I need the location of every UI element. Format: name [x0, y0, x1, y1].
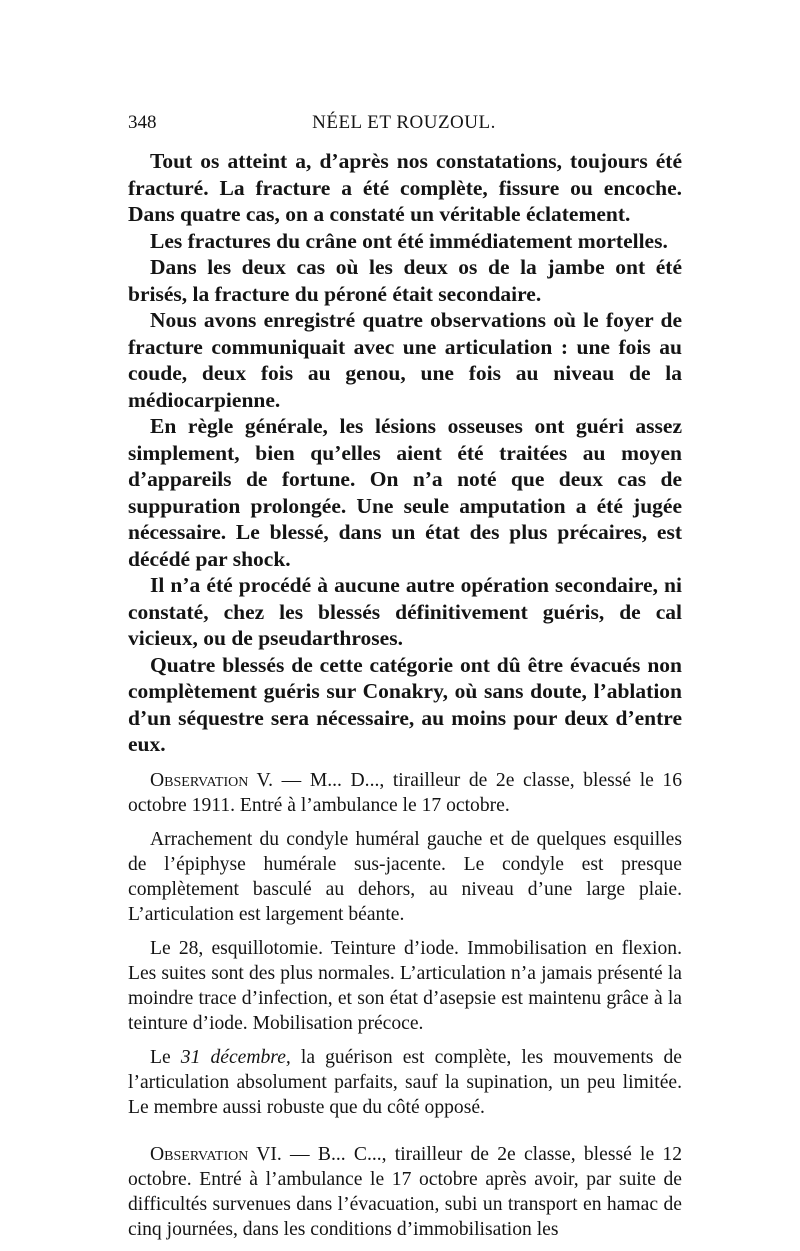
paragraph: Il n’a été procédé à aucune autre opération secondaire, ni constaté, chez les blessés définitivement guéris, de cal vicieux, ou de pseudarthroses.	[128, 573, 682, 650]
observation-vi-intro	[128, 1142, 682, 1242]
observation-v-p3-rest: la guérison est complète, les mouvements de l’articulation absolument parfaits, sauf la supination, un peu limitée. Le membre aussi robuste que du côté opposé.	[128, 1046, 682, 1118]
observation-v-p3-prefix: Le	[150, 1046, 181, 1068]
page-number: 348	[128, 112, 157, 133]
paragraph: Tout os atteint a, d’après nos constatations, toujours été fracturé. La fracture a été complète, fissure ou encoche. Dans quatre cas, on a constaté un véritable éclatement.	[128, 149, 682, 226]
paragraph: Quatre blessés de cette catégorie ont dû être évacués non complètement guéris sur Conakry, où sans doute, l’ablation d’un séquestre sera nécessaire, au moins pour deux d’entre eux.	[128, 652, 682, 756]
paragraph: Nous avons enregistré quatre observations où le foyer de fracture communiquait avec une articulation : une fois au coude, deux fois au genou, une fois au niveau de la médiocarpienne.	[128, 308, 682, 412]
observation-v-intro	[128, 768, 682, 818]
observation-v-label: Observation V.	[150, 769, 274, 791]
observation-vi-intro-text: — B... C..., tirailleur de 2e classe, blessé le 12 octobre. Entré à l’ambulance le 17 octobre après avoir, par suite de difficultés survenues dans l’évacuation, subi un transport en hamac de cinq journées, dans les conditions d’immobilisation les	[128, 1143, 682, 1240]
main-text	[128, 148, 682, 758]
running-title: NÉEL ET ROUZOUL.	[312, 112, 496, 133]
paragraph: En règle générale, les lésions osseuses ont guéri assez simplement, bien qu’elles aient été traitées au moyen d’appareils de fortune. On n’a noté que deux cas de suppuration prolongée. Une seule amputation a été jugée nécessaire. Le blessé, dans un état des plus précaires, est décédé par shock.	[128, 414, 682, 571]
observation-v-intro-text: — M... D..., tirailleur de 2e classe, blessé le 16 octobre 1911. Entré à l’ambulance le 17 octobre.	[128, 769, 682, 816]
observation-v	[128, 768, 682, 1120]
paragraph: Les fractures du crâne ont été immédiatement mortelles.	[150, 228, 668, 253]
page-text	[128, 148, 682, 1251]
observation-v-p3-date: 31 décembre,	[180, 1046, 291, 1068]
paragraph: Dans les deux cas où les deux os de la jambe ont été brisés, la fracture du péroné était secondaire.	[128, 255, 682, 306]
observation-v-paragraph: Arrachement du condyle huméral gauche et de quelques esquilles de l’épiphyse humérale sus-jacente. Le condyle est presque complètement basculé au dehors, au niveau d’une large plaie. L’articulation est largement béante.	[128, 828, 682, 925]
observation-v-paragraph	[128, 1045, 682, 1120]
observation-v-paragraph: Le 28, esquillotomie. Teinture d’iode. Immobilisation en flexion. Les suites sont des plus normales. L’articulation n’a jamais présenté la moindre trace d’infection, et son état d’asepsie est maintenu grâce à la teinture d’iode. Mobilisation précoce.	[128, 937, 682, 1034]
observation-vi	[128, 1142, 682, 1242]
running-header	[128, 112, 680, 140]
observation-vi-label: Observation VI.	[150, 1143, 282, 1165]
